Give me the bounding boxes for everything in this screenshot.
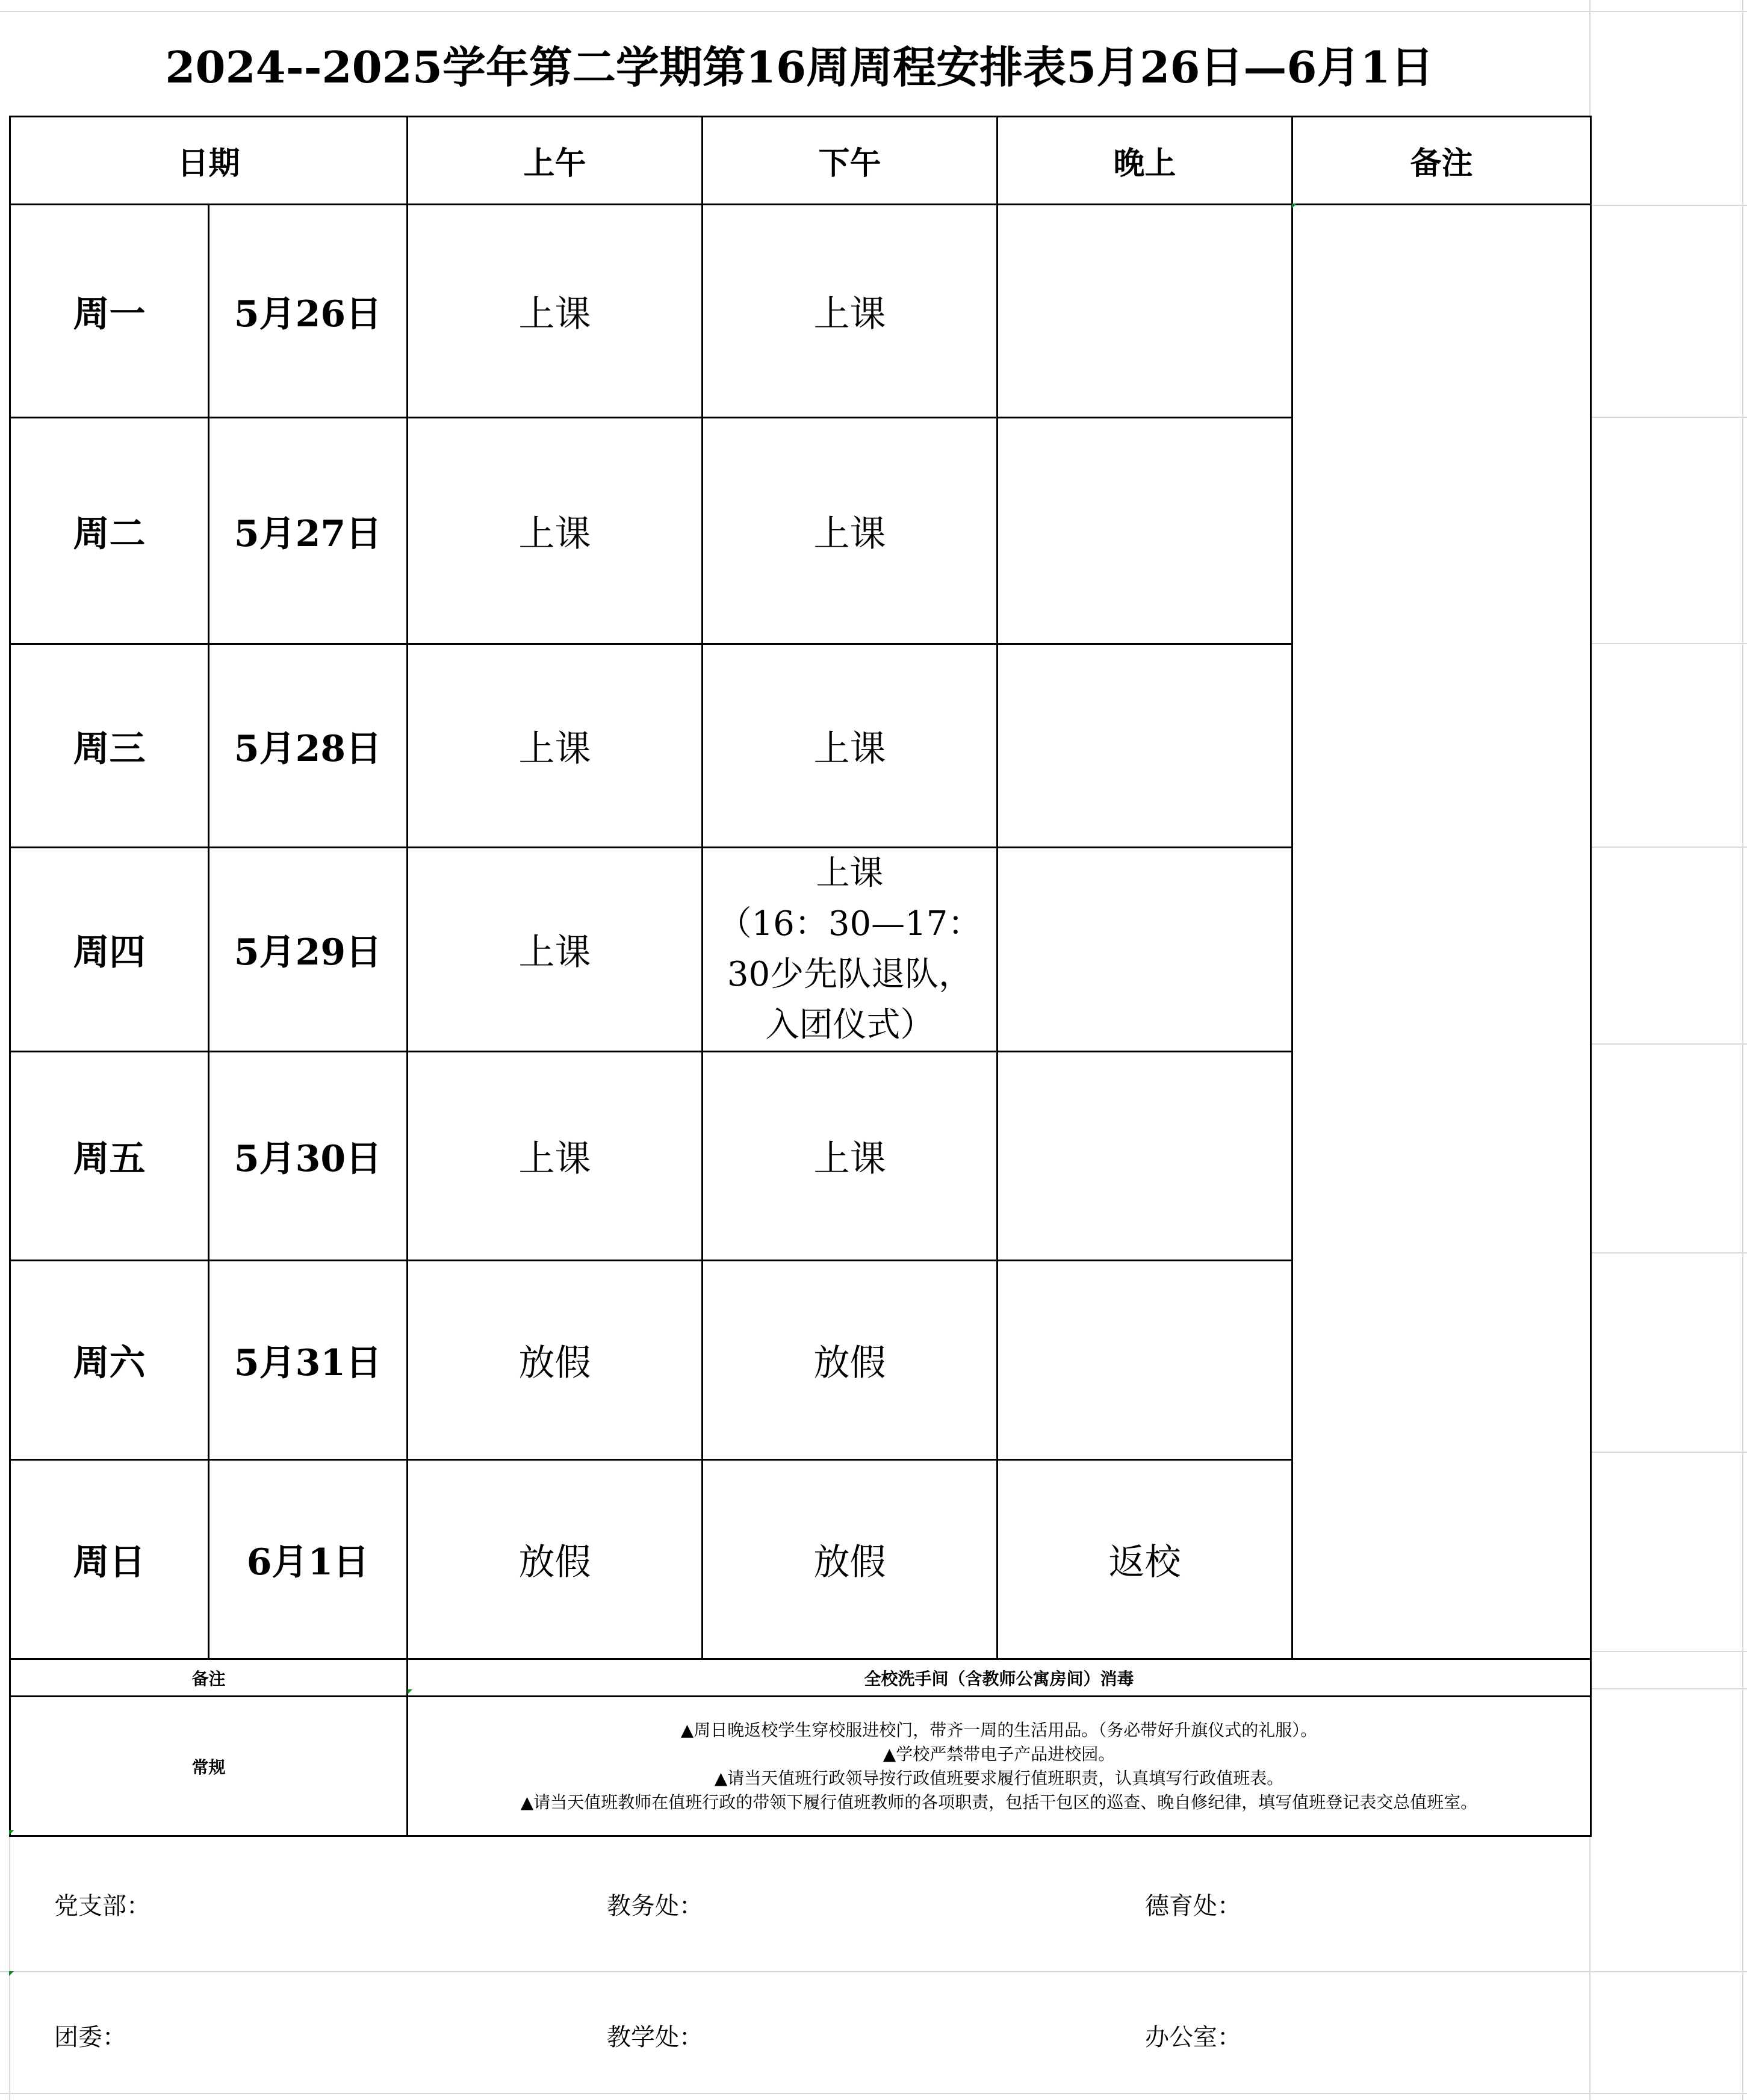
morning-cell: 放假 xyxy=(408,1261,703,1460)
day-cell: 周三 xyxy=(10,644,209,848)
table-row xyxy=(10,205,1591,418)
header-morning: 上午 xyxy=(408,117,703,205)
signature-moral-education: 德育处： xyxy=(1145,1892,1241,1920)
signature-academic-affairs: 教务处： xyxy=(607,1892,703,1920)
gridline xyxy=(9,1830,10,2100)
evening-cell xyxy=(998,644,1292,848)
routine-line: ▲请当天值班行政领导按行政值班要求履行值班职责，认真填写行政值班表。 xyxy=(714,1768,1284,1788)
remarks-text: 全校洗手间（含教师公寓房间）消毒 xyxy=(408,1659,1591,1697)
afternoon-line: （16：30—17： xyxy=(718,904,982,943)
date-cell: 6月1日 xyxy=(209,1460,408,1659)
header-row xyxy=(10,117,1591,205)
afternoon-cell: 上课 xyxy=(703,1052,998,1261)
morning-cell: 放假 xyxy=(408,1460,703,1659)
afternoon-cell: 上课 xyxy=(703,418,998,644)
header-remarks: 备注 xyxy=(1292,117,1591,205)
routine-label: 常规 xyxy=(10,1697,408,1836)
day-cell: 周五 xyxy=(10,1052,209,1261)
afternoon-cell xyxy=(703,848,998,1052)
gridline xyxy=(1589,1252,1747,1253)
afternoon-line: 入团仪式） xyxy=(765,1005,934,1045)
remarks-column-cell xyxy=(1292,205,1591,1659)
cell-marker xyxy=(9,1830,14,1835)
cell-marker xyxy=(9,1971,14,1976)
page-title: 2024--2025学年第二学期第16周周程安排表5月26日—6月1日 xyxy=(10,12,1589,116)
gridline xyxy=(1589,1043,1747,1045)
date-cell: 5月31日 xyxy=(209,1261,408,1460)
morning-cell: 上课 xyxy=(408,1052,703,1261)
signature-general-office: 办公室： xyxy=(1145,2024,1241,2051)
gridline xyxy=(0,2093,1747,2094)
routine-line: ▲周日晚返校学生穿校服进校门，带齐一周的生活用品。（务必带好升旗仪式的礼服）。 xyxy=(680,1719,1318,1740)
date-cell: 5月27日 xyxy=(209,418,408,644)
date-cell: 5月30日 xyxy=(209,1052,408,1261)
gridline xyxy=(1589,1651,1747,1652)
afternoon-cell: 上课 xyxy=(703,205,998,418)
gridline xyxy=(1589,1452,1747,1453)
cell-marker xyxy=(1292,203,1297,208)
evening-cell: 返校 xyxy=(998,1460,1292,1659)
morning-cell: 上课 xyxy=(408,848,703,1052)
date-cell: 5月29日 xyxy=(209,848,408,1052)
header-evening: 晚上 xyxy=(998,117,1292,205)
evening-cell xyxy=(998,418,1292,644)
header-date: 日期 xyxy=(10,117,408,205)
evening-cell xyxy=(998,1261,1292,1460)
day-cell: 周六 xyxy=(10,1261,209,1460)
day-cell: 周一 xyxy=(10,205,209,418)
remarks-label: 备注 xyxy=(10,1659,408,1697)
evening-cell xyxy=(998,848,1292,1052)
afternoon-cell: 放假 xyxy=(703,1261,998,1460)
date-cell: 5月28日 xyxy=(209,644,408,848)
afternoon-line: 30少先队退队， xyxy=(727,955,973,994)
gridline xyxy=(0,1971,1747,1972)
morning-cell: 上课 xyxy=(408,418,703,644)
gridline xyxy=(1589,1688,1747,1689)
afternoon-cell: 上课 xyxy=(703,644,998,848)
routine-row xyxy=(10,1697,1591,1836)
gridline xyxy=(1589,847,1747,848)
schedule-table xyxy=(9,116,1592,1837)
remarks-row xyxy=(10,1659,1591,1697)
routine-line: ▲请当天值班教师在值班行政的带领下履行值班教师的各项职责，包括干包区的巡查、晚自修纪律，填写值班登记表交总值班室。 xyxy=(520,1792,1478,1812)
evening-cell xyxy=(998,205,1292,418)
gridline xyxy=(1589,205,1747,206)
date-cell: 5月26日 xyxy=(209,205,408,418)
routine-line: ▲学校严禁带电子产品进校园。 xyxy=(883,1744,1116,1764)
morning-cell: 上课 xyxy=(408,644,703,848)
signature-party-branch: 党支部： xyxy=(54,1892,150,1920)
afternoon-cell: 放假 xyxy=(703,1460,998,1659)
routine-rules xyxy=(408,1697,1591,1836)
gridline xyxy=(1589,417,1747,418)
day-cell: 周四 xyxy=(10,848,209,1052)
evening-cell xyxy=(998,1052,1292,1261)
gridline xyxy=(1742,0,1743,2100)
gridline xyxy=(1589,643,1747,644)
cell-marker xyxy=(408,1689,412,1694)
signature-youth-league: 团委： xyxy=(54,2024,126,2051)
signature-teaching-office: 教学处： xyxy=(607,2024,703,2051)
morning-cell: 上课 xyxy=(408,205,703,418)
day-cell: 周二 xyxy=(10,418,209,644)
day-cell: 周日 xyxy=(10,1460,209,1659)
header-afternoon: 下午 xyxy=(703,117,998,205)
afternoon-line: 上课 xyxy=(816,854,884,893)
